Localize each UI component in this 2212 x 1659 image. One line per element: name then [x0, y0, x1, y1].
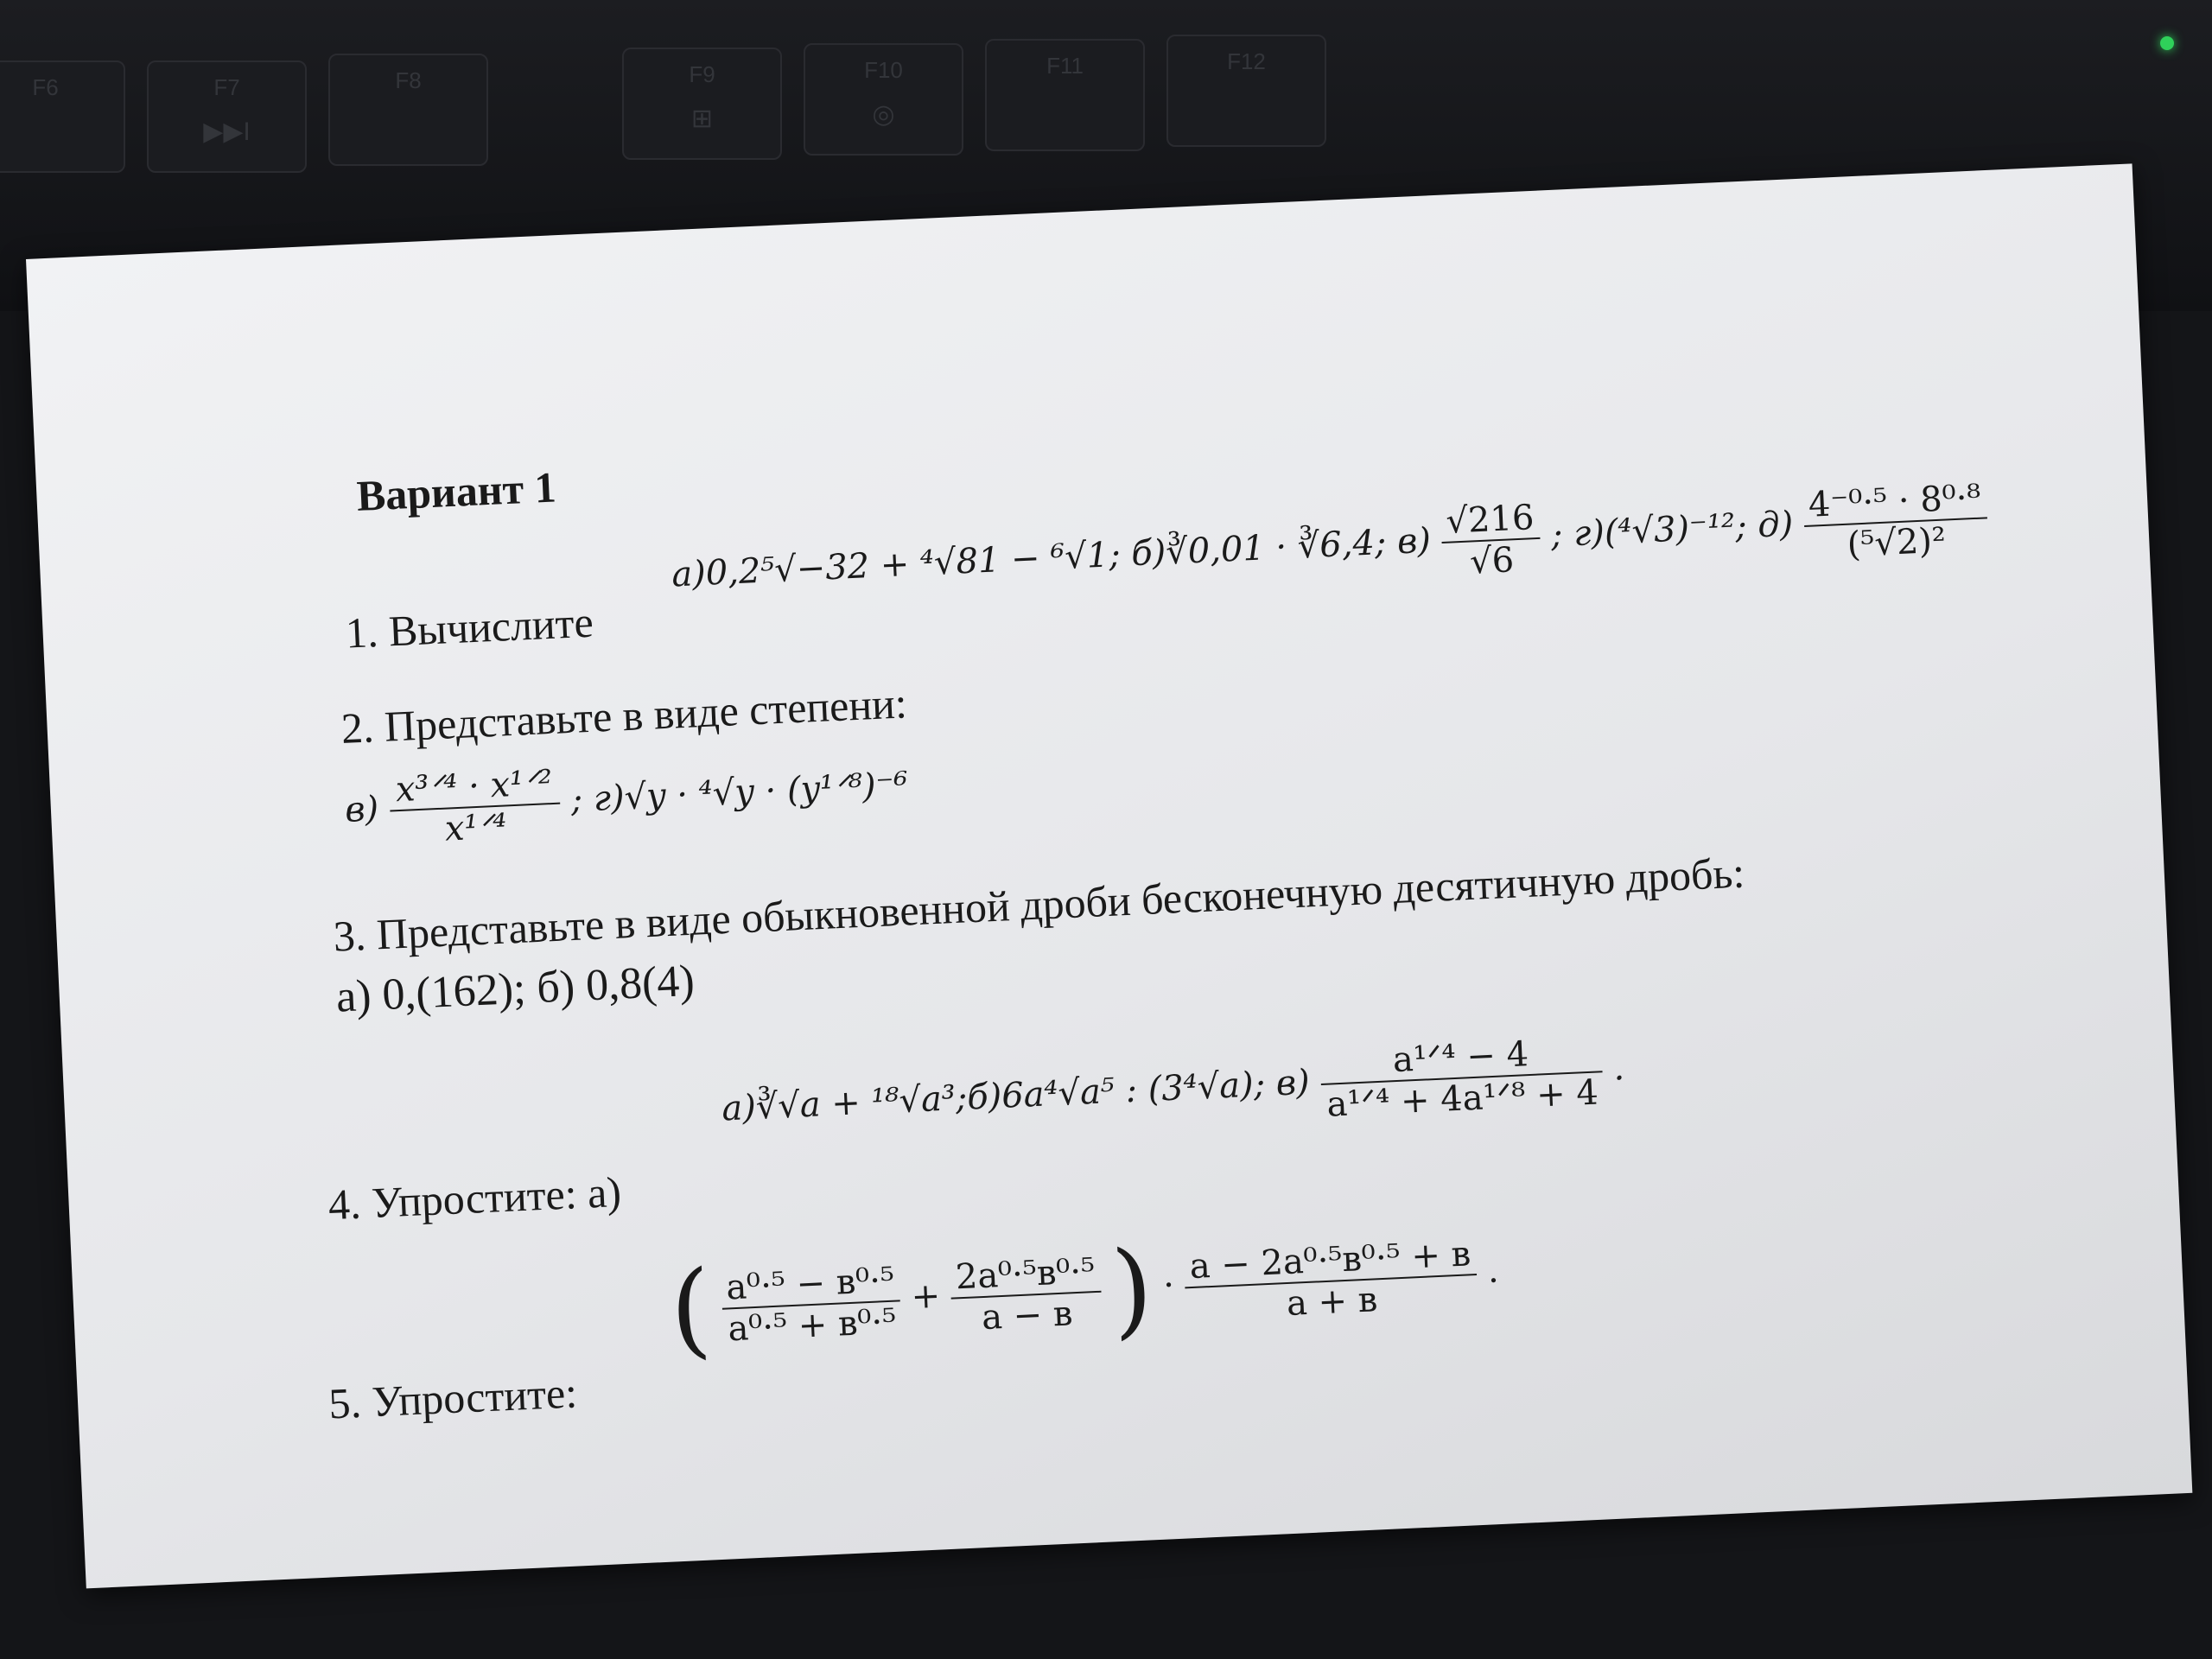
- task2-part-g: ; г)√y · ⁴√y · (y¹ᐟ⁸)⁻⁶: [569, 765, 909, 821]
- task5-expression: [668, 1213, 1502, 1370]
- task5-end-period: .: [1486, 1250, 1500, 1291]
- task2-part-v-prefix: в): [344, 789, 380, 830]
- task1-part-a: а)0,2⁵√−32 + ⁴√81 − ⁶√1;: [671, 534, 1122, 595]
- fraction-denominator: a¹ᐟ⁴ + 4a¹ᐟ⁸ + 4: [1325, 1072, 1599, 1125]
- task1-part-v-prefix: в): [1395, 520, 1432, 563]
- close-paren: ): [1109, 1229, 1155, 1351]
- key-f8: F8: [328, 54, 488, 166]
- task1-fraction-d: [1802, 477, 1989, 567]
- fraction-numerator: √216: [1440, 498, 1541, 543]
- task4-expressions: [720, 1030, 1626, 1152]
- task5-fraction-1: [720, 1260, 902, 1349]
- task2-expressions: [343, 747, 910, 853]
- task5-fraction-2: [950, 1250, 1103, 1338]
- fraction-numerator: x³ᐟ⁴ · x¹ᐟ²: [388, 763, 560, 812]
- power-led: [2160, 36, 2174, 50]
- open-paren: (: [667, 1249, 714, 1371]
- fraction-denominator: a⁰·⁵ + в⁰·⁵: [727, 1301, 898, 1349]
- task4-end-period: .: [1612, 1048, 1625, 1089]
- task2-label: 2. Представьте в виде степени:: [340, 678, 908, 753]
- task5-label: 5. Упростите:: [327, 1368, 579, 1428]
- task4-label: 4. Упростите: а): [327, 1166, 623, 1230]
- fraction-numerator: a¹ᐟ⁴ − 4: [1319, 1031, 1602, 1085]
- fraction-numerator: a⁰·⁵ − в⁰·⁵: [720, 1260, 900, 1309]
- task3-answer-items: а) 0,(162); б) 0,8(4): [334, 956, 696, 1022]
- task4-parts-ab: а)∛√a + ¹⁸√a³;б)6a⁴√a⁵ : (3⁴√a); в): [721, 1062, 1311, 1129]
- fraction-denominator: (⁵√2)²: [1846, 520, 1947, 565]
- fraction-numerator: 2a⁰·⁵в⁰·⁵: [950, 1250, 1101, 1299]
- task2-fraction-v: [388, 763, 562, 852]
- task1-label: 1. Вычислите: [344, 597, 594, 658]
- fraction-denominator: x¹ᐟ⁴: [443, 806, 508, 849]
- key-f12: F12: [1166, 35, 1326, 147]
- task1-fraction-v: [1440, 498, 1542, 583]
- key-f6: F6: [0, 60, 125, 173]
- key-f11: F11: [985, 39, 1145, 151]
- fraction-denominator: √6: [1469, 540, 1516, 582]
- fraction-denominator: a + в: [1285, 1279, 1379, 1324]
- multiply-dot: ·: [1162, 1265, 1176, 1306]
- task3-label: 3. Представьте в виде обыкновенной дроби бесконечную десятичную дробь:: [332, 848, 1746, 961]
- key-f7: F7 ▶▶I: [147, 60, 307, 173]
- task1-expressions: [670, 477, 1988, 618]
- task1-part-b: б)∛0,01 · ∛6,4;: [1130, 522, 1388, 575]
- fraction-numerator: 4⁻⁰·⁵ · 8⁰·⁸: [1802, 477, 1987, 527]
- plus-sign: +: [910, 1275, 942, 1318]
- task4-fraction-v: [1319, 1031, 1604, 1125]
- worksheet-paper: [26, 163, 2192, 1588]
- fraction-numerator: a − 2a⁰·⁵в⁰·⁵ + в: [1184, 1234, 1477, 1288]
- task1-part-g: ; г)(⁴√3)⁻¹²; д): [1549, 504, 1795, 556]
- variant-title: Вариант 1: [355, 462, 557, 520]
- fraction-denominator: a − в: [981, 1293, 1074, 1338]
- key-f9: F9 ⊞: [622, 48, 782, 160]
- key-f10: F10 ◎: [804, 43, 963, 156]
- task5-fraction-3: [1184, 1234, 1479, 1328]
